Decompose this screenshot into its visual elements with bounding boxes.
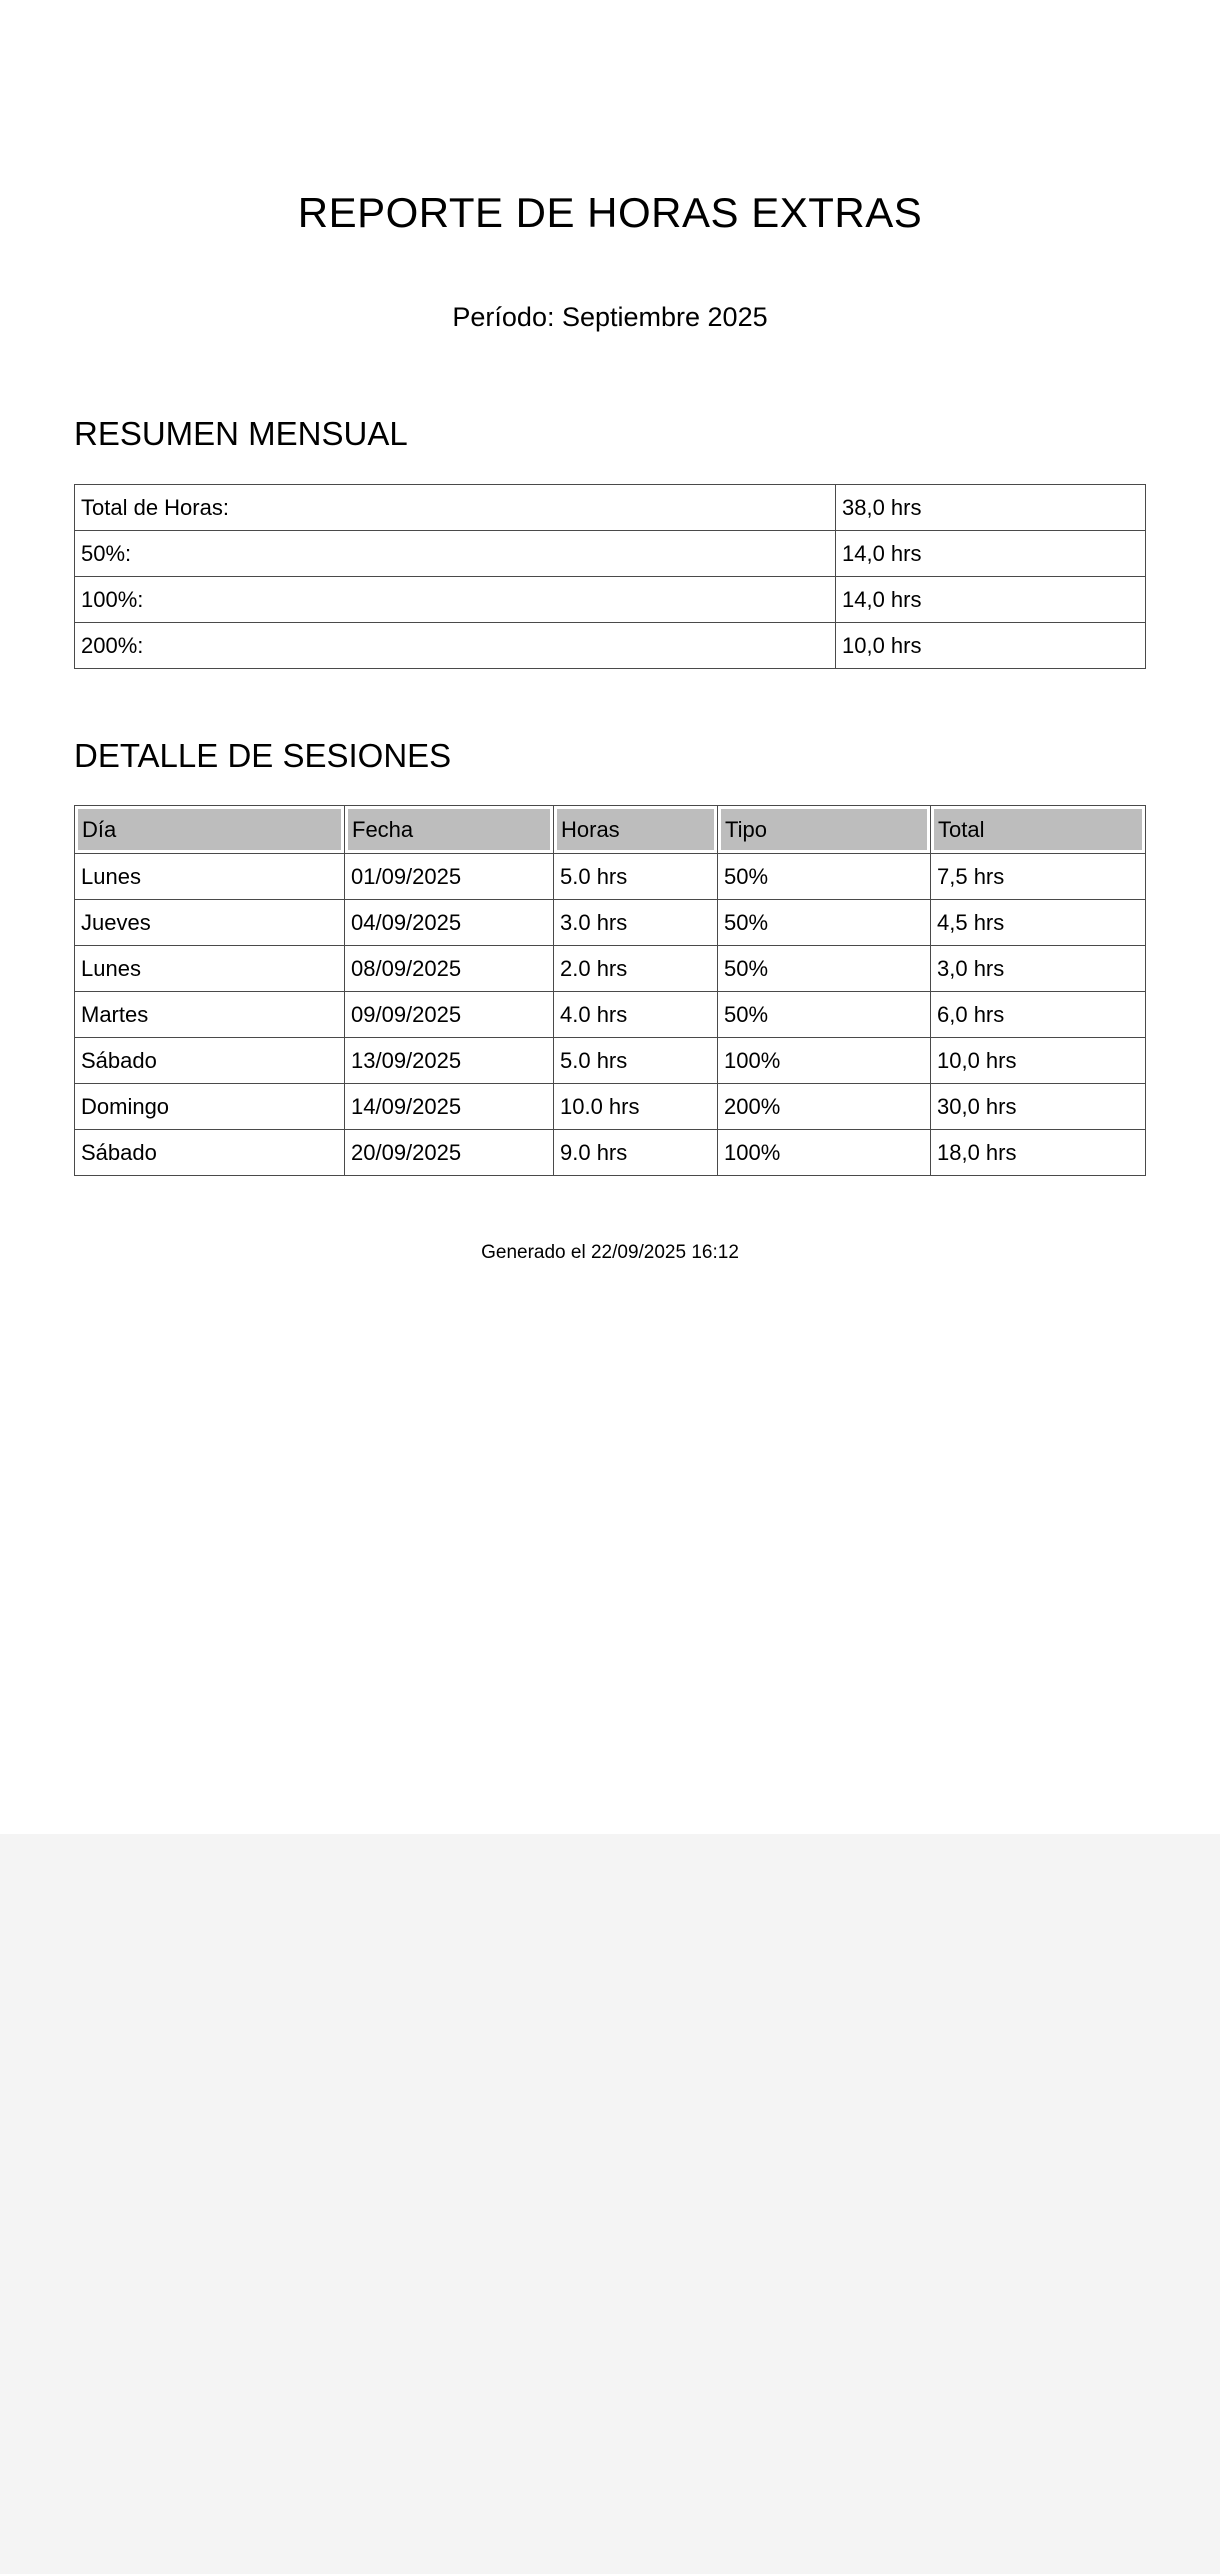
cell-dia: Sábado bbox=[75, 1038, 345, 1084]
summary-heading: RESUMEN MENSUAL bbox=[74, 415, 408, 452]
cell-horas: 3.0 hrs bbox=[554, 900, 718, 946]
sessions-table bbox=[74, 805, 1146, 1176]
column-header-fill: Fecha bbox=[348, 809, 550, 850]
cell-fecha: 09/09/2025 bbox=[345, 992, 554, 1038]
cell-fecha: 01/09/2025 bbox=[345, 854, 554, 900]
session-row bbox=[75, 992, 1146, 1038]
summary-label: 200%: bbox=[75, 623, 836, 669]
summary-row bbox=[75, 623, 1146, 669]
cell-total: 6,0 hrs bbox=[931, 992, 1146, 1038]
cell-horas: 5.0 hrs bbox=[554, 1038, 718, 1084]
cell-fecha: 08/09/2025 bbox=[345, 946, 554, 992]
generated-timestamp: Generado el 22/09/2025 16:12 bbox=[481, 1242, 739, 1263]
page-title: REPORTE DE HORAS EXTRAS bbox=[297, 189, 923, 236]
column-header-fill: Día bbox=[78, 809, 341, 850]
cell-total: 30,0 hrs bbox=[931, 1084, 1146, 1130]
session-row bbox=[75, 1038, 1146, 1084]
cell-total: 10,0 hrs bbox=[931, 1038, 1146, 1084]
cell-fecha: 14/09/2025 bbox=[345, 1084, 554, 1130]
cell-dia: Lunes bbox=[75, 946, 345, 992]
cell-horas: 2.0 hrs bbox=[554, 946, 718, 992]
session-row bbox=[75, 854, 1146, 900]
column-header-fill: Total bbox=[934, 809, 1142, 850]
cell-total: 4,5 hrs bbox=[931, 900, 1146, 946]
cell-dia: Domingo bbox=[75, 1084, 345, 1130]
cell-total: 18,0 hrs bbox=[931, 1130, 1146, 1176]
cell-dia: Jueves bbox=[75, 900, 345, 946]
cell-dia: Lunes bbox=[75, 854, 345, 900]
cell-tipo: 200% bbox=[718, 1084, 931, 1130]
summary-row bbox=[75, 531, 1146, 577]
cell-fecha: 20/09/2025 bbox=[345, 1130, 554, 1176]
column-header-total bbox=[931, 806, 1146, 854]
cell-tipo: 50% bbox=[718, 854, 931, 900]
summary-label: 100%: bbox=[75, 577, 836, 623]
cell-horas: 9.0 hrs bbox=[554, 1130, 718, 1176]
cell-horas: 10.0 hrs bbox=[554, 1084, 718, 1130]
column-header-fecha bbox=[345, 806, 554, 854]
column-header-dia bbox=[75, 806, 345, 854]
summary-label: Total de Horas: bbox=[75, 485, 836, 531]
sessions-heading: DETALLE DE SESIONES bbox=[74, 737, 452, 774]
report-period: Período: Septiembre 2025 bbox=[452, 302, 768, 332]
cell-total: 3,0 hrs bbox=[931, 946, 1146, 992]
summary-value: 14,0 hrs bbox=[836, 577, 1146, 623]
cell-tipo: 50% bbox=[718, 992, 931, 1038]
column-header-fill: Tipo bbox=[721, 809, 927, 850]
cell-horas: 4.0 hrs bbox=[554, 992, 718, 1038]
cell-total: 7,5 hrs bbox=[931, 854, 1146, 900]
column-header-tipo bbox=[718, 806, 931, 854]
summary-row bbox=[75, 485, 1146, 531]
cell-fecha: 13/09/2025 bbox=[345, 1038, 554, 1084]
summary-label: 50%: bbox=[75, 531, 836, 577]
sessions-header-row bbox=[75, 806, 1146, 854]
cell-tipo: 50% bbox=[718, 900, 931, 946]
column-header-fill: Horas bbox=[557, 809, 714, 850]
summary-table bbox=[74, 484, 1146, 669]
session-row bbox=[75, 1084, 1146, 1130]
summary-value: 38,0 hrs bbox=[836, 485, 1146, 531]
session-row bbox=[75, 900, 1146, 946]
cell-tipo: 100% bbox=[718, 1130, 931, 1176]
summary-value: 10,0 hrs bbox=[836, 623, 1146, 669]
session-row bbox=[75, 1130, 1146, 1176]
cell-horas: 5.0 hrs bbox=[554, 854, 718, 900]
summary-row bbox=[75, 577, 1146, 623]
canvas-background bbox=[0, 1834, 1220, 2574]
cell-fecha: 04/09/2025 bbox=[345, 900, 554, 946]
cell-dia: Martes bbox=[75, 992, 345, 1038]
summary-value: 14,0 hrs bbox=[836, 531, 1146, 577]
cell-tipo: 50% bbox=[718, 946, 931, 992]
cell-dia: Sábado bbox=[75, 1130, 345, 1176]
cell-tipo: 100% bbox=[718, 1038, 931, 1084]
column-header-horas bbox=[554, 806, 718, 854]
session-row bbox=[75, 946, 1146, 992]
